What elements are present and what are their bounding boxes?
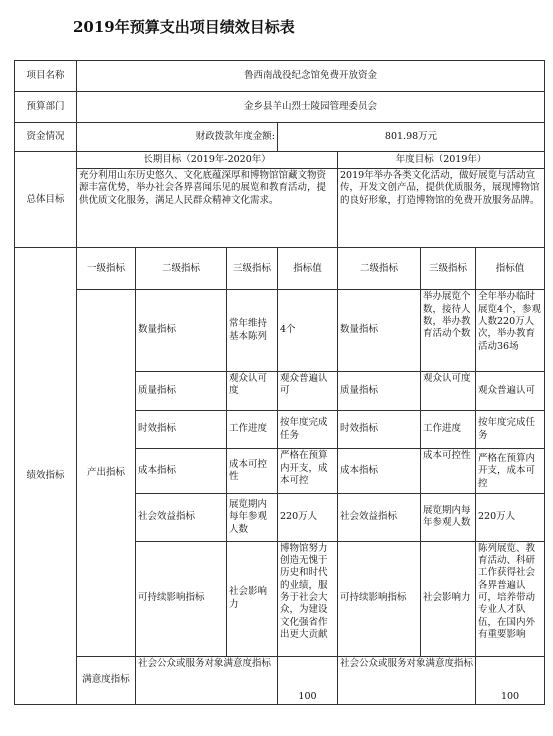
l3-cell-a: 常年维持基本陈列 xyxy=(227,290,278,372)
header-l2-a: 二级指标 xyxy=(136,248,227,290)
annual-header: 年度目标（2019年） xyxy=(338,152,545,169)
value-cell-a: 观众普遍认可 xyxy=(278,371,338,410)
l3-cell-a: 社会影响力 xyxy=(227,541,278,656)
l2-cell-b: 时效指标 xyxy=(338,410,421,449)
value-cell-a: 4个 xyxy=(278,290,338,372)
header-l3-a: 三级指标 xyxy=(227,248,278,290)
satisfaction-row xyxy=(15,656,545,704)
value-cell-b: 220万人 xyxy=(476,494,545,541)
satisfaction-value-a: 100 xyxy=(278,656,338,704)
l3-cell-a: 观众认可度 xyxy=(227,371,278,410)
value-cell-a: 220万人 xyxy=(278,494,338,541)
header-l3-b: 三级指标 xyxy=(421,248,476,290)
project-value: 鲁西南战役纪念馆免费开放资金 xyxy=(77,61,545,92)
project-label: 项目名称 xyxy=(15,61,77,92)
funds-row xyxy=(15,122,545,151)
long-term-header: 长期目标（2019年-2020年） xyxy=(77,152,338,169)
department-row xyxy=(15,92,545,122)
value-cell-a: 严格在预算内开支，成本可控 xyxy=(278,449,338,494)
l3-cell-a: 展览期内每年参观人数 xyxy=(227,494,278,541)
long-term-goal-text: 充分利用山东历史悠久、文化底蕴深厚和博物馆馆藏文物资源丰富优势，举办社会各界喜闻乐见的展览和教育活动，提供优质文化服务，满足人民群众精神文化需求。 xyxy=(77,168,338,248)
satisfaction-label: 满意度指标 xyxy=(77,656,136,704)
l3-cell-a: 成本可控性 xyxy=(227,449,278,494)
l3-cell-b: 举办展览个数，接待人数，举办教育活动个数 xyxy=(421,290,476,372)
funds-label: 资金情况 xyxy=(15,122,77,151)
project-row xyxy=(15,61,545,92)
l3-cell-b: 成本可控性 xyxy=(421,449,476,494)
l2-cell-a: 时效指标 xyxy=(136,410,227,449)
l3-cell-b: 工作进度 xyxy=(421,410,476,449)
value-cell-b: 陈列展览、教育活动、科研工作获得社会各界普遍认可，培养带动专业人才队伍，在国内外有重要影响 xyxy=(476,541,545,656)
l2-cell-a: 社会效益指标 xyxy=(136,494,227,541)
department-label: 预算部门 xyxy=(15,92,77,122)
l2-cell-a: 成本指标 xyxy=(136,449,227,494)
indicator-header-row xyxy=(15,248,545,290)
l2-cell-a: 可持续影响指标 xyxy=(136,541,227,656)
table-row xyxy=(15,290,545,372)
satisfaction-l2-a: 社会公众或服务对象满意度指标 xyxy=(136,656,278,704)
perf-label: 绩效指标 xyxy=(15,248,77,705)
l2-cell-b: 质量指标 xyxy=(338,371,421,410)
l2-cell-b: 数量指标 xyxy=(338,290,421,372)
value-cell-b: 严格在预算内开支，成本可控 xyxy=(476,449,545,494)
header-value-a: 指标值 xyxy=(278,248,338,290)
l2-cell-a: 质量指标 xyxy=(136,371,227,410)
l3-cell-b: 观众认可度 xyxy=(421,371,476,410)
header-l1: 一级指标 xyxy=(77,248,136,290)
value-cell-b: 全年举办临时展览4个，参观人数220万人次，举办教育活动36场 xyxy=(476,290,545,372)
header-l2-b: 二级指标 xyxy=(338,248,421,290)
l2-cell-b: 可持续影响指标 xyxy=(338,541,421,656)
funds-sublabel: 财政拨款年度金额: xyxy=(77,122,278,151)
funds-amount: 801.98万元 xyxy=(278,122,545,151)
overall-label: 总体目标 xyxy=(15,152,77,248)
department-value: 金乡县羊山烈士陵园管理委员会 xyxy=(77,92,545,122)
output-indicator-label: 产出指标 xyxy=(77,290,136,656)
overall-header-row xyxy=(15,152,545,169)
overall-text-row xyxy=(15,168,545,248)
satisfaction-value-b: 100 xyxy=(476,656,545,704)
value-cell-b: 观众普遍认可 xyxy=(476,371,545,410)
satisfaction-l2-b: 社会公众或服务对象满意度指标 xyxy=(338,656,476,704)
value-cell-a: 博物馆努力创造无愧于历史和时代的业绩，服务于社会大众，为建设文化强省作出更大贡献 xyxy=(278,541,338,656)
l2-cell-b: 社会效益指标 xyxy=(338,494,421,541)
annual-goal-text: 2019年举办各类文化活动，做好展览与活动宣传，开发文创产品，提供优质服务，展现博物馆的良好形象，打造博物馆的免费开放服务品牌。 xyxy=(338,168,545,248)
value-cell-b: 按年度完成任务 xyxy=(476,410,545,449)
l2-cell-b: 成本指标 xyxy=(338,449,421,494)
l3-cell-b: 社会影响力 xyxy=(421,541,476,656)
value-cell-a: 按年度完成任务 xyxy=(278,410,338,449)
page-title: 2019年预算支出项目绩效目标表 xyxy=(73,18,295,36)
l3-cell-a: 工作进度 xyxy=(227,410,278,449)
l2-cell-a: 数量指标 xyxy=(136,290,227,372)
performance-goal-table xyxy=(14,60,545,705)
header-value-b: 指标值 xyxy=(476,248,545,290)
l3-cell-b: 展览期内每年参观人数 xyxy=(421,494,476,541)
